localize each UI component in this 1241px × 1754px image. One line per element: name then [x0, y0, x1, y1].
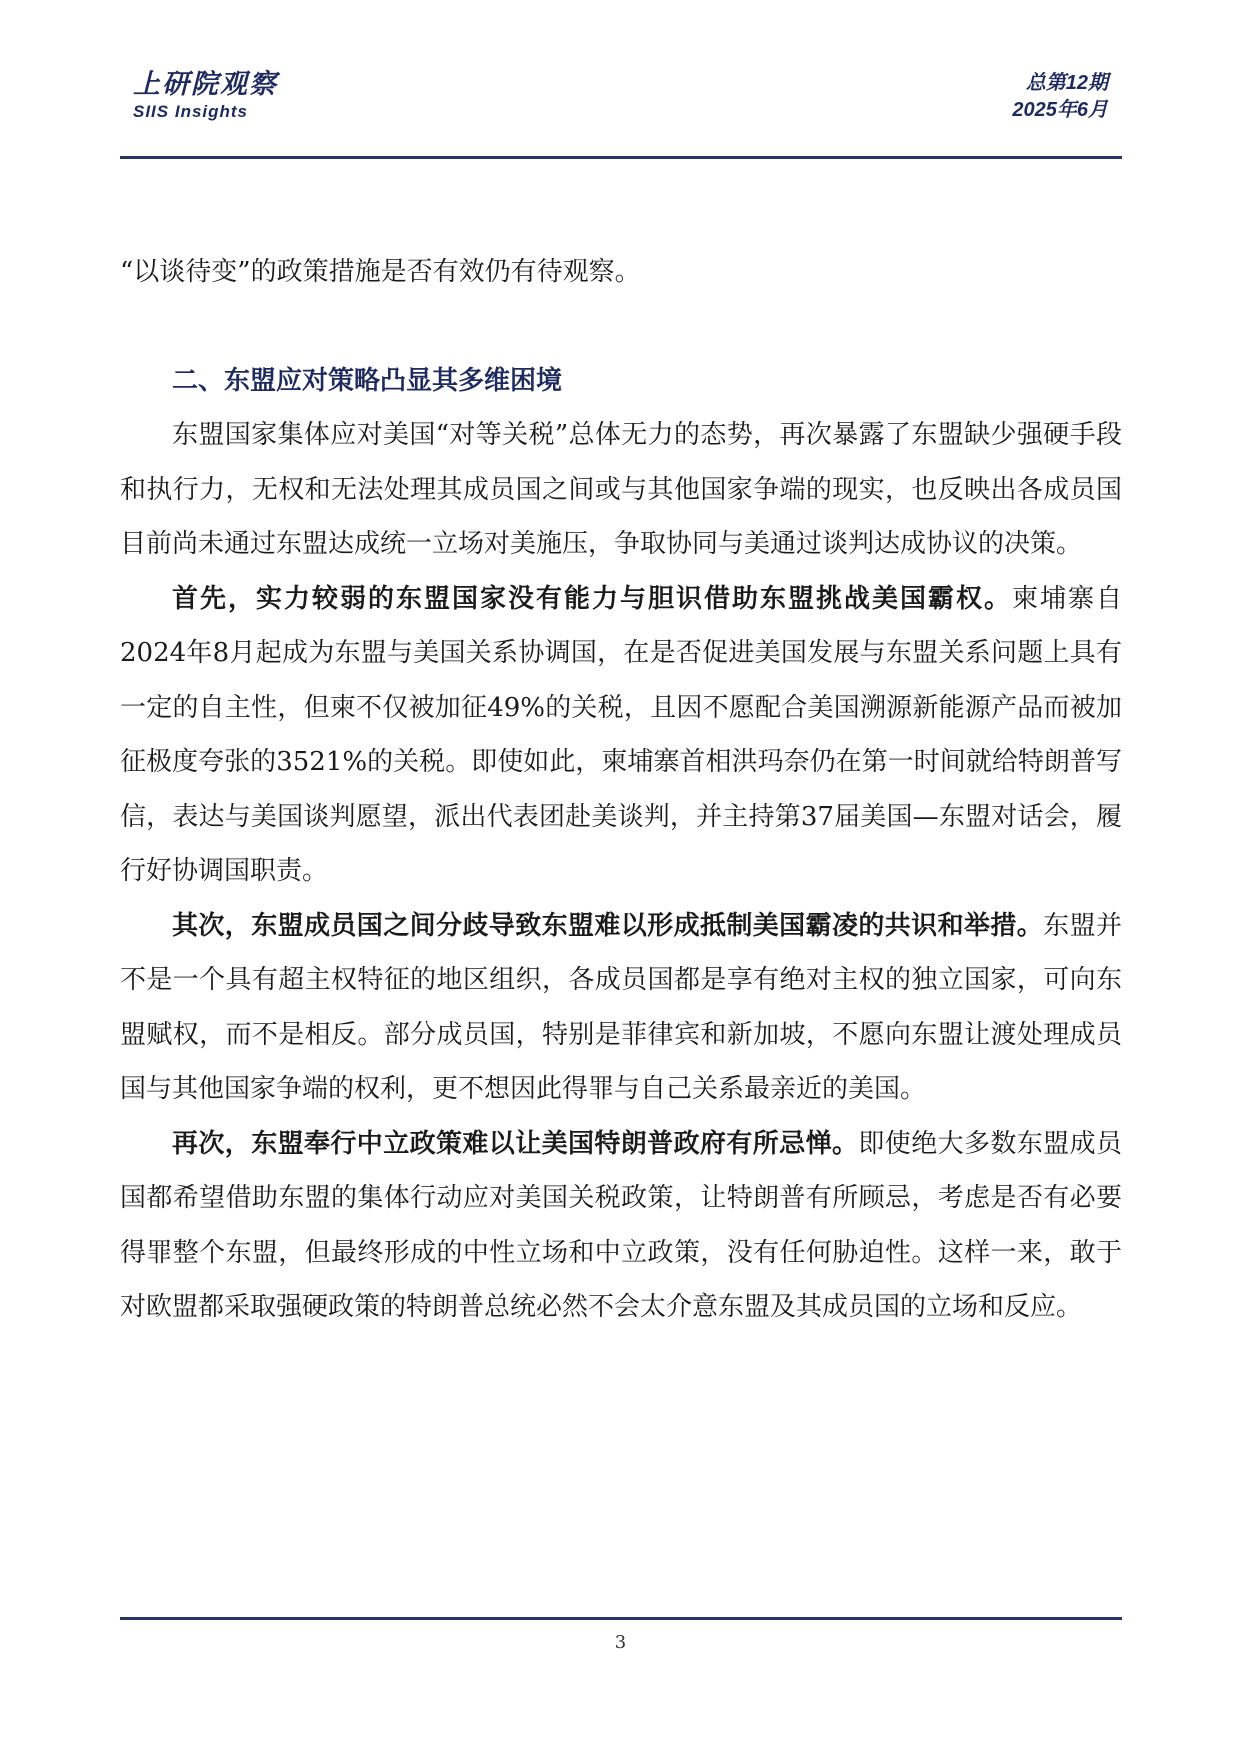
section-heading: 二、东盟应对策略凸显其多维困境	[172, 365, 563, 396]
body-paragraph	[120, 408, 1122, 572]
article-body	[120, 245, 1122, 1335]
body-paragraph	[120, 899, 1122, 1117]
body-paragraph	[120, 572, 1122, 899]
footer-divider	[120, 1617, 1122, 1620]
brand-title-cn: 上研院观察	[133, 69, 278, 100]
continuation-paragraph: “以谈待变”的政策措施是否有效仍有待观察。	[120, 257, 641, 287]
paragraph-text: 东盟国家集体应对美国“对等关税”总体无力的态势，再次暴露了东盟缺少强硬手段和执行力，无权和无法处理其成员国之间或与其他国家争端的现实，也反映出各成员国目前尚未通过东盟达成统一立场对美施压，争取协同与美通过谈判达成协议的决策。	[120, 420, 1122, 559]
issue-number: 总第12期	[1025, 72, 1108, 94]
issue-date: 2025年6月	[1012, 99, 1108, 121]
paragraph-lead: 其次，东盟成员国之间分歧导致东盟难以形成抵制美国霸凌的共识和举措。	[172, 910, 1044, 941]
page-number: 3	[614, 1632, 627, 1653]
paragraph-lead: 首先，实力较弱的东盟国家没有能力与胆识借助东盟挑战美国霸权。	[172, 583, 1012, 614]
body-paragraph	[120, 1117, 1122, 1335]
paragraph-text: 东盟并不是一个具有超主权特征的地区组织，各成员国都是享有绝对主权的独立国家，可向东盟赋权，而不是相反。部分成员国，特别是菲律宾和新加坡，不愿向东盟让渡处理成员国与其他国家争端的权利，更不想因此得罪与自己关系最亲近的美国。	[120, 910, 1122, 1104]
brand-title-en: SIIS Insights	[133, 102, 249, 121]
paragraph-text: 即使绝大多数东盟成员国都希望借助东盟的集体行动应对美国关税政策，让特朗普有所顾忌，考虑是否有必要得罪整个东盟，但最终形成的中性立场和中立政策，没有任何胁迫性。这样一来，敢于对欧盟都采取强硬政策的特朗普总统必然不会太介意东盟及其成员国的立场和反应。	[120, 1128, 1122, 1322]
paragraph-lead: 再次，东盟奉行中立政策难以让美国特朗普政府有所忌惮。	[172, 1128, 859, 1159]
issue-info	[1012, 70, 1108, 124]
paragraph-text: 柬埔寨自2024年8月起成为东盟与美国关系协调国，在是否促进美国发展与东盟关系问题上具有一定的自主性，但柬不仅被加征49%的关税，且因不愿配合美国溯源新能源产品而被加征极度夸张的3521%的关税。即使如此，柬埔寨首相洪玛奈仍在第一时间就给特朗普写信，表达与美国谈判愿望，派出代表团赴美谈判，并主持第37届美国—东盟对话会，履行好协调国职责。	[120, 583, 1122, 886]
masthead	[133, 68, 278, 122]
header-divider	[120, 156, 1122, 159]
